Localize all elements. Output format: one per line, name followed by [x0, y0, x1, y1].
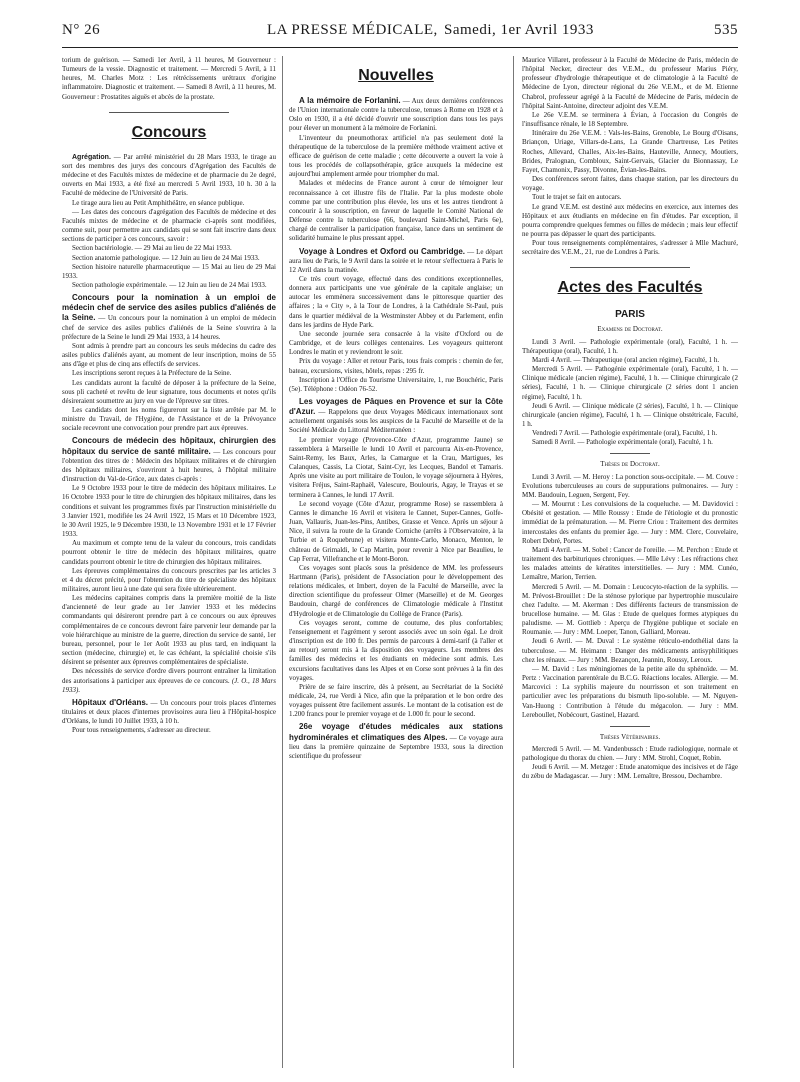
paragraph: Itinéraire du 26e V.E.M. : Vals-les-Bains, Grenoble, Le Bourg d'Oisans, Briançon, Uriage, Villars-de-Lans, La Grande Chartreuse, Les Petites Roches, Allevard, Challes, Aix-les-Bains, Hauteville, Annecy, Moutiers, Brides, Pralognan, Combloux, Saint-Gervais, Glacier du Bionnassay, Le Fayet, Chamonix, Passy, Divonne, Évian-les-Bains. — [522, 129, 738, 174]
paragraph: torium de guérison. — Samedi 1er Avril, à 11 heures, M Gouverneur : Tumeurs de la vessie. Diagnostic et traitement. — Mercredi 5 Avril, à 11 heures, M. Charles Motz : Les rétrécissements urétraux d'origine inflammatoire. Diagnostic et traitement. — Samedi 8 Avril, à 11 heures, M. Gouverneur : Prostatites aiguës et abcès de la prostate. — [62, 56, 276, 101]
paragraph: — Les dates des concours d'agrégation des Facultés de médecine et des Facultés mixtes de médecine et de pharmacie ci-après sont modifiées, comme suit, pour permettre aux candidats qui se sont fait inscrire dans deux sections de participer à ces concours, savoir : — [62, 207, 276, 244]
paragraph: L'inventeur du pneumothorax artificiel n'a pas seulement doté la thérapeutique de la tuberculose de la première méthode vraiment active et efficace de guérison de cette maladie ; cette découverte a ouvert la voie à tous les procédés de collapsothérapie, grâce auxquels la médecine est aujourd'hui amplement armée pour triompher du mal. — [289, 133, 503, 179]
paragraph: Section anatomie pathologique. — 12 Juin au lieu de 24 Mai 1933. — [72, 253, 260, 262]
column-left: torium de guérison. — Samedi 1er Avril, à 11 heures, M Gouverneur : Tumeurs de la vessie. Diagnostic et traitement. — Mercredi 5 Avril, à 11 heures, M. Charles Motz : Les rétrécissements urétraux d'origine inflammatoire. Diagnostic et traitement. — Samedi 8 Avril, à 11 heures, M. Gouverneur : Prostatites aiguës et abcès de la prostate. Concours Agrégation. — Par arrêté ministériel du 28 Mars 1933, le tirage au sort des membres des jurys des concours d'Agrégation des Facultés de médecine et des Facultés mixtes de médecine et de pharmacie du 2e degré, ouverts en Mai 1933, a été fixé au mercredi 5 Avril 1933, 10 h. 30 à la Faculté de médecine de l'Université de Paris. Le tirage aura lieu au Petit Amphithéâtre, en séance publique. — Les dates des concours d'agrégation des Facultés de médecine et des Facultés mixtes de médecine et de pharmacie ci-après sont modifiées, comme suit, pour permettre aux candidats qui se sont fait inscrire dans deux sections de participer à ces concours, savoir : Section bactériologie. — 29 Mai au lieu de 22 Mai 1933. Section anatomie pathologique. — 12 Juin au lieu de 24 Mai 1933. Section histoire naturelle pharmaceutique — 15 Mai au lieu de 29 Mai 1933. Section pathologie expérimentale. — 12 Juin au lieu de 24 Mai 1933. Concours pour la nomination à un emploi de médecin chef de service des asiles publics d'aliénés de la Seine. — Un concours pour la nomination à un emploi de médecin chef de service des asiles publics d'aliénés de la Seine s'ouvrira à la préfecture de la Seine le lundi 29 Mai 1933, à 14 heures. Sont admis à prendre part au concours les seuls médecins du cadre des asiles publics d'aliénés ayant, au moment de leur inscription, moins de 55 ans d'âge et plus de cinq ans effectifs de services. Les inscriptions seront reçues à la Préfecture de la Seine. Les candidats auront la faculté de déposer à la préfecture de la Seine, sous pli cacheté et revêtu de leur signature, tous documents et notes qu'ils désireraient soumettre au jury en vue de l'épreuve sur titres. Les candidats dont les noms figureront sur la liste arrêtée par M. le ministre du Travail, de l'Hygiène, de l'Assistance et de la Prévoyance sociale recevront une convocation pour prendre part aux épreuves. Concours de médecin des hôpitaux, chirurgien des hôpitaux du service de santé militaire. — Les concours pour l'obtention des titres de : Médecin des hôpitaux militaires et de chirurgien des hôpitaux militaires, s'ouvriront à huit heures, à l'hôpital militaire d'instruction du Val-de-Grâce, aux dates ci-après : Le 9 Octobre 1933 pour le titre de médecin des hôpitaux militaires. Le 16 Octobre 1933 pour le titre de chirurgien des hôpitaux militaires, dans les conditions et suivant les programmes fixés par l'instruction ministérielle du 3 Janvier 1921, modifiée les 24 Avril 1922, 15 Mars et 10 Décembre 1923, le 30 Avril 1925, le 9 Décembre 1930, le 13 Novembre 1931 et le 17 Février 1933. Au maximum et compte tenu de la valeur du concours, trois candidats pourront obtenir le titre de médecin des hôpitaux militaires, quatre candidats pourront obtenir le titre de chirurgien des hôpitaux militaires. Les épreuves complémentaires du concours prescrites par les articles 3 et 4 du décret précité, pour l'obtention du titre de spécialiste des hôpitaux militaires, auront lieu à une date qui sera fixée ultérieurement. Les médecins capitaines compris dans la première moitié de la liste d'ancienneté de leur grade au 1er Janvier 1933 et les médecins commandants qui désireront prendre part à ce concours ou aux épreuves complémentaires de ce concours devront faire parvenir leur demande par la voie hiérarchique au ministre de la guerre, direction du service de santé, 1er bureau, personnel, pour le 1er Août 1933 au plus tard, en indiquant la section (médecine, chirurgie) et, le cas échéant, la spécialité choisie s'ils désirent se présenter aux épreuves complémentaires de spécialiste. Des nécessités de service d'ordre divers pourront entraîner la limitation des autorisations à participer aux épreuves de ce concours. (J. O., 18 Mars 1933). Hôpitaux d'Orléans. — Un concours pour trois places d'internes titulaires et deux places d'internes provisoires aura lieu à l'Hôpital-hospice d'Orléans, le lundi 10 Juillet 1933, à 10 h. Pour tous renseignements, s'adresser au directeur. — [62, 56, 276, 735]
paragraph: Le grand V.E.M. est destiné aux médecins en exercice, aux internes des Hôpitaux et aux étudiants en médecine en fin d'études. Par exception, il pourra comprendre quelques femmes ou filles de médecin ; mais leur effectif ne pourra pas dépasser le quart des participants. — [522, 202, 738, 238]
paragraph: Des nécessités de service d'ordre divers pourront entraîner la limitation des autorisations à participer aux épreuves de ce concours. — [62, 667, 276, 685]
paragraph: Jeudi 6 Avril. — M. Metzger : Etude anatomique des incisives et de l'âge du zébu de Madagascar. — Jury : MM. Lemaître, Bressou, Dechambre. — [522, 763, 738, 781]
section-rule — [610, 726, 650, 727]
paragraph: Sont admis à prendre part au concours les seuls médecins du cadre des asiles publics d'aliénés ayant, au moment de leur inscription, moins de 55 ans d'âge et plus de cinq ans effectifs de services. — [62, 341, 276, 369]
paragraph: Le premier voyage (Provence-Côte d'Azur, programme Jaune) se rassemblera à Marseille le lundi 10 Avril et parcourra Aix-en-Provence, Saint-Remy, les Baux, Arles, la Camargue et la Crau, Martigues, les Calanques, Cassis, La Ciotat, Saint-Cyr, les Lecques, Bandol et Tamaris. Après une visite au port militaire de Toulon, le voyage séjournera à Hyères, visitera Fréjus, Saint-Raphaël, Valescure, Boulouris, Agay, le Trayas et se terminera à Cannes, le lundi 17 Avril. — [289, 435, 503, 499]
issue-number: N° 26 — [62, 22, 101, 38]
issue-date: Samedi, 1er Avril 1933 — [444, 22, 594, 38]
paragraph: Au maximum et compte tenu de la valeur du concours, trois candidats pourront obtenir le titre de médecin des hôpitaux militaires, quatre candidats pourront obtenir le titre de chirurgien des hôpitaux militaires. — [62, 539, 276, 566]
paragraph: Le tirage aura lieu au Petit Amphithéâtre, en séance publique. — [72, 198, 245, 207]
paragraph: Lundi 3 Avril. — M. Heroy : La ponction sous-occipitale. — M. Couve : Evolutions tuberculeuses au cours de suppurations pulmonaires. — Jury : MM. Baudouin, Leguen, Sergent, Fey. — [522, 472, 738, 499]
paragraph: Mercredi 5 Avril. — M. Domain : Leucocyto-réaction de la syphilis. — M. Prévost-Brouillet : De la sténose pylorique par hypertrophie musculaire chez l'adulte. — M. Akerman : Des différents facteurs de transmission de brucellose humaine. — M. Glas : Etude de quelques formes atypiques du paludisme. — M. Gottlieb : Aperçu de l'hygiène publique et sociale en Roumanie. — Jury : MM. Loeper, Tanon, Galliard, Moreau. — [522, 582, 738, 637]
paragraph: Pour tous renseignements complémentaires, s'adresser à Mlle Machuré, secrétaire des V.E.M., 21, rue de Londres à Paris. — [522, 239, 738, 257]
paragraph: Le 9 Octobre 1933 pour le titre de médecin des hôpitaux militaires. Le 16 Octobre 1933 pour le titre de chirurgien des hôpitaux militaires, dans les conditions et suivant les programmes fixés par l'instruction ministérielle du 3 Janvier 1921, modifiée les 24 Avril 1922, 15 Mars et 10 Décembre 1923, le 30 Avril 1925, le 9 Décembre 1930, le 13 Novembre 1931 et le 17 Février 1933. — [62, 484, 276, 539]
paragraph: — M. Mourrut : Les convulsions de la coqueluche. — M. Davidovici : Obésité et gestation. — Mlle Roussy : Etude de l'étiologie et du pronostic immédiat de la prématuration. — M. Pierre Criou : Traitement des dermites intercostales des enfants du premier âge. — Jury : MM. Clerc, Couvelaire, Robert Debré, Portes. — [522, 500, 738, 545]
journal-title: LA PRESSE MÉDICALE, — [267, 22, 438, 38]
subhead: Hôpitaux d'Orléans. — [72, 697, 148, 707]
header-rule — [62, 47, 738, 48]
paragraph: Lundi 3 Avril. — Pathologie expérimentale (oral), Faculté, 1 h. — Thérapeutique (oral), Faculté, 1 h. — [522, 337, 738, 355]
reference: (J. O., 18 Mars 1933). — [62, 676, 276, 694]
paragraph: — M. David : Les méningiomes de la petite aile du sphénoïde. — M. Pertz : Vaccination parentérale du B.C.G. Réactions locales. Allergie. — M. Marcovici : La syphilis majeure du nourrisson et son traitement en particulier avec les préparations du bismuth lipo-soluble. — M. Nguyen-Van-Huong : Contribution à l'étude du mégacolon. — Jury : MM. Lereboullet, Nobécourt, Gastinel, Hazard. — [522, 664, 738, 719]
subsection-heading: Thèses Vétérinaires. — [599, 732, 661, 741]
paragraph: Maurice Villaret, professeur à la Faculté de Médecine de Paris, médecin de l'hôpital Necker, directeur des V.E.M., du professeur Marius Piéry, professeur d'hydrologie thérapeutique et de climatologie à la Faculté de Médecine de Lyon, directeur régional du 26e V.E.M., et de M. Etienne Chabrol, professeur agrégé à la Faculté de Médecine de Paris, médecin de l'hôpital Saint-Antoine, directeur adjoint des V.E.M. — [522, 56, 738, 110]
subhead: Agrégation. — [72, 153, 111, 161]
paragraph: Inscription à l'Office du Tourisme Universitaire, 1, rue Bouchéric, Paris (5e). Téléphone : Odéon 76-52. — [289, 375, 503, 393]
paragraph: Les médecins capitaines compris dans la première moitié de la liste d'ancienneté de leur grade au 1er Janvier 1933 et les médecins commandants qui désireront prendre part à ce concours ou aux épreuves complémentaires de ce concours devront faire parvenir leur demande par la voie hiérarchique au ministre de la guerre, direction du service de santé, 1er bureau, personnel, pour le 1er Août 1933 au plus tard, en indiquant la section (médecine, chirurgie) et, le cas échéant, la spécialité choisie s'ils désirent se présenter aux épreuves complémentaires de spécialiste. — [62, 594, 276, 667]
city-heading: PARIS — [615, 309, 645, 321]
paragraph: Mercredi 5 Avril. — Pathogénie expérimentale (oral), Faculté, 1 h. — Clinique médicale (ancien régime), Faculté, 1 h. — Clinique chirurgicale (2 séries), Faculté, 1 h. — Clinique chirurgicale (2 séries dont 1 ancien régime), Faculté, 1 h. — [522, 365, 738, 401]
section-title-actes: Actes des Facultés — [557, 279, 703, 297]
section-title-concours: Concours — [131, 123, 207, 141]
column-divider — [513, 56, 514, 1068]
paragraph: Les candidats dont les noms figureront sur la liste arrêtée par M. le ministre du Travail, de l'Hygiène, de l'Assistance et de la Prévoyance sociale recevront une convocation pour prendre part aux épreuves. — [62, 406, 276, 433]
section-title-nouvelles: Nouvelles — [358, 67, 434, 84]
paragraph: Section bactériologie. — 29 Mai au lieu de 22 Mai 1933. — [72, 244, 232, 253]
subhead: Concours de médecin des hôpitaux, chirurgien des hôpitaux du service de santé militaire. — [62, 436, 276, 456]
column-middle: Nouvelles A la mémoire de Forlanini. — Aux deux dernières conférences de l'Union internationale contre la tuberculose, tenues à Rome en 1928 et à Oslo en 1930, il a été décidé d'ouvrir une souscription dans tous les pays pour élever un monument à la mémoire de Forlanini. L'inventeur du pneumothorax artificiel n'a pas seulement doté la thérapeutique de la tuberculose de la première méthode vraiment active et efficace de guérison de cette maladie ; cette découverte a ouvert la voie à tous les procédés de collapsothérapie, grâce auxquels la médecine est aujourd'hui amplement armée pour triompher du mal. Malades et médecins de France auront à cœur de témoigner leur reconnaissance à cet illustre fils de l'Italie. Par la plus modeste obole comme par une contribution plus élevée, les uns et les autres tiendront à concourir à la souscription, en faveur de laquelle le Comité National de Défense contre la tuberculose (66, boulevard Saint-Michel, Paris 6e), chargé de centraliser la participation française, lance dans un sentiment de solidarité humaine le plus pressant appel. Voyage à Londres et Oxford ou Cambridge. — Le départ aura lieu de Paris, le 9 Avril dans la soirée et le retour s'effectuera à Paris le 12 Avril dans la matinée. Ce très court voyage, effectué dans des conditions exceptionnelles, donnera aux participants une vue générale de la capitale anglaise; un autocar les emmènera successivement dans le pittoresque quartier des affaires ; la « City », à la Tour de Londres, à la Cathédrale St-Paul, puis dans le quartier médiéval de la Westminster Abbey et du Parlement, enfin dans les jardins de Hyde Park. Une seconde journée sera consacrée à la visite d'Oxford ou de Cambridge, et de leurs collèges centenaires. Les voyageurs quitteront Londres le matin et y reviendront le soir. Prix du voyage : Aller et retour Paris, tous frais compris : chemin de fer, bateau, excursions, visites, hôtels, repas : 295 fr. Inscription à l'Office du Tourisme Universitaire, 1, rue Bouchéric, Paris (5e). Téléphone : Odéon 76-52. Les voyages de Pâques en Provence et sur la Côte d'Azur. — Rappelons que deux Voyages Médicaux internationaux sont actuellement organisés sous les auspices de la Faculté de Marseille et de la Société Médicale du Littoral Méditerranéen : Le premier voyage (Provence-Côte d'Azur, programme Jaune) se rassemblera à Marseille le lundi 10 Avril et parcourra Aix-en-Provence, Saint-Remy, les Baux, Arles, la Camargue et la Crau, Martigues, les Calanques, Cassis, La Ciotat, Saint-Cyr, les Lecques, Bandol et Tamaris. Après une visite au port militaire de Toulon, le voyage séjournera à Hyères, visitera Fréjus, Saint-Raphaël, Valescure, Boulouris, Agay, le Trayas et se terminera à Cannes, le lundi 17 Avril. Le second voyage (Côte d'Azur, programme Rose) se rassemblera à Cannes le dimanche 16 Avril et visitera le Cannet, Super-Cannes, Golfe-Juan, Vallauris, Juan-les-Pins, Antibes, Grasse et Vence. Après un séjour à Nice, il suivra la route de la Grande Corniche (arrêts à l'Observatoire, à la Turbie et à Roquebrune) et visitera Monte-Carlo, Monaco, Menton, le château de Grimaldi, le Cap Martin, pour revenir à Nice par Beaulieu, le Cap Ferrat, Villefranche et le Mont-Boron. Ces voyages sont placés sous la présidence de MM. les professeurs Hartmann (Paris), président de l'Association pour le développement des relations médicales, et Imbert, doyen de la Faculté de Marseille, avec la direction scientifique du professeur Olmer (Marseille) et de M. Georges Baudouin, chargé de conférences de Climatologie médicale à l'Institut d'Hydrologie et de Climatologie du Collège de France (Paris). Ces voyages seront, comme de coutume, des plus confortables; l'enseignement et l'agrément y seront associés avec un soin égal. Le droit d'inscription est de 100 fr. Des permis de parcours à demi-tarif (à l'aller et au retour) seront mis à la disposition des voyageurs. Les membres des familles des médecins et les étudiants en médecine sont admis. Les excursions facultatives dans les Alpes et en Corse sont prévues à la fin des voyages. Prière de se faire inscrire, dès à présent, au Secrétariat de la Société médicale, 24, rue Verdi à Nice, afin que la préparation et le bon ordre des voyages puissent être facilement assurés. Le montant de la cotisation est de 1.200 francs pour le premier voyage et de 1.000 fr. pour le second. 26e voyage d'études médicales aux stations hydrominérales et climatiques des Alpes. — Ce voyage aura lieu dans la première quinzaine de Septembre 1933, sous la direction scientifique du professeur — [289, 67, 503, 760]
section-rule — [570, 267, 690, 268]
paragraph: Malades et médecins de France auront à cœur de témoigner leur reconnaissance à cet illustre fils de l'Italie. Par la plus modeste obole comme par une contribution plus élevée, les uns et les autres tiendront à concourir à la souscription, en faveur de laquelle le Comité National de Défense contre la tuberculose (66, boulevard Saint-Michel, Paris 6e), chargé de centraliser la participation française, lance dans un sentiment de solidarité humaine le plus pressant appel. — [289, 179, 503, 243]
column-right — [522, 56, 738, 1071]
paragraph: Vendredi 7 Avril. — Pathologie expérimentale (oral), Faculté, 1 h. — [532, 429, 718, 438]
subhead: Concours pour la nomination à un emploi de médecin chef de service des asiles publics d'aliénés de la Seine. — [62, 293, 276, 323]
page-header — [62, 22, 738, 44]
paragraph: Une seconde journée sera consacrée à la visite d'Oxford ou de Cambridge, et de leurs collèges centenaires. Les voyageurs quitteront Londres le matin et y reviendront le soir. — [289, 329, 503, 357]
paragraph: Les inscriptions seront reçues à la Préfecture de la Seine. — [72, 369, 232, 378]
subhead: A la mémoire de Forlanini. — [299, 96, 401, 105]
paragraph: Les épreuves complémentaires du concours prescrites par les articles 3 et 4 du décret précité, pour l'obtention du titre de spécialiste des hôpitaux militaires, auront lieu à une date qui sera fixée ultérieurement. — [62, 566, 276, 593]
subsection-heading: Examens de Doctorat. — [597, 325, 663, 334]
paragraph: Jeudi 6 Avril. — M. Duval : Le système réticulo-endothélial dans la tuberculose. — M. Heimann : Danger des médicaments antisyphilitiques chez les rénaux. — Jury : MM. Bezançon, Jeannin, Roussy, Leroux. — [522, 637, 738, 664]
section-rule — [109, 112, 229, 113]
paragraph: Les candidats auront la faculté de déposer à la préfecture de la Seine, sous pli cacheté et revêtu de leur signature, tous documents et notes qu'ils désireraient soumettre au jury en vue de l'épreuve sur titres. — [62, 378, 276, 405]
subsection-heading: Thèses de Doctorat. — [600, 460, 660, 469]
paragraph: Ces voyages seront, comme de coutume, des plus confortables; l'enseignement et l'agrément y seront associés avec un soin égal. Le droit d'inscription est de 100 fr. Des permis de parcours à demi-tarif (à l'aller et au retour) seront mis à la disposition des voyageurs. Les membres des familles des médecins et les étudiants en médecine sont admis. Les excursions facultatives dans les Alpes et en Corse sont prévues à la fin des voyages. — [289, 618, 503, 682]
section-rule — [610, 453, 650, 454]
paragraph: Samedi 8 Avril. — Pathologie expérimentale (oral), Faculté, 1 h. — [532, 438, 713, 447]
paragraph: Prix du voyage : Aller et retour Paris, tous frais compris : chemin de fer, bateau, excursions, visites, hôtels, repas : 295 fr. — [289, 357, 503, 375]
paragraph: Prière de se faire inscrire, dès à présent, au Secrétariat de la Société médicale, 24, rue Verdi à Nice, afin que la préparation et le bon ordre des voyages puissent être facilement assurés. Le montant de la cotisation est de 1.200 francs pour le premier voyage et de 1.000 fr. pour le second. — [289, 682, 503, 719]
paragraph: Mercredi 5 Avril. — M. Vandenbussch : Etude radiologique, normale et pathologique du thorax du chien. — Jury : MM. Strohl, Coquet, Robin. — [522, 745, 738, 763]
paragraph: Tout le trajet se fait en autocars. — [532, 193, 622, 202]
paragraph: Ces voyages sont placés sous la présidence de MM. les professeurs Hartmann (Paris), président de l'Association pour le développement des relations médicales, et Imbert, doyen de la Faculté de Marseille, avec la direction scientifique du professeur Olmer (Marseille) et de M. Georges Baudouin, chargé de conférences de Climatologie médicale à l'Institut d'Hydrologie et de Climatologie du Collège de France (Paris). — [289, 563, 503, 618]
page-number: 535 — [714, 22, 738, 38]
paragraph: Le 26e V.E.M. se terminera à Évian, à l'occasion du Congrès de l'insuffisance rénale, le 18 Septembre. — [522, 110, 738, 129]
paragraph: Jeudi 6 Avril. — Clinique médicale (2 séries), Faculté, 1 h. — Clinique chirurgicale (ancien régime), Faculté, 1 h. — Clinique obstétricale, Faculté, 1 h. — [522, 401, 738, 428]
paragraph: Des conférences seront faites, dans chaque station, par les directeurs du voyage. — [522, 175, 738, 193]
column-divider — [282, 56, 283, 1068]
paragraph: Ce très court voyage, effectué dans des conditions exceptionnelles, donnera aux participants une vue générale de la capitale anglaise; un autocar les emmènera successivement dans le pittoresque quartier des affaires ; la « City », à la Tour de Londres, à la Cathédrale St-Paul, puis dans le quartier médiéval de la Westminster Abbey et du Parlement, enfin dans les jardins de Hyde Park. — [289, 274, 503, 329]
paragraph: Le second voyage (Côte d'Azur, programme Rose) se rassemblera à Cannes le dimanche 16 Avril et visitera le Cannet, Super-Cannes, Golfe-Juan, Vallauris, Juan-les-Pins, Antibes, Grasse et Vence. Après un séjour à Nice, il suivra la route de la Grande Corniche (arrêts à l'Observatoire, à la Turbie et à Roquebrune) et visitera Monte-Carlo, Monaco, Menton, le château de Grimaldi, le Cap Martin, pour revenir à Nice par Beaulieu, le Cap Ferrat, Villefranche et le Mont-Boron. — [289, 499, 503, 563]
paragraph: Mardi 4 Avril. — M. Sobel : Cancer de l'oreille. — M. Perchon : Etude et traitement des barbituriques chroniques. — Mlle Lévy : Les réfractions chez les malades atteints de kératites interstitielles. — Jury : MM. Cunéo, Lemaître, Marion, Terrien. — [522, 545, 738, 582]
subhead: Voyage à Londres et Oxford ou Cambridge. — [299, 246, 466, 256]
paragraph: Mardi 4 Avril. — Thérapeutique (oral ancien régime), Faculté, 1 h. — [532, 355, 720, 364]
subhead: 26e voyage d'études médicales aux stations hydrominérales et climatiques des Alpes. — [289, 722, 503, 742]
paragraph: Pour tous renseignements, s'adresser au directeur. — [72, 726, 211, 735]
subhead: Les voyages de Pâques en Provence et sur la Côte d'Azur. — [289, 397, 503, 417]
paragraph: Section histoire naturelle pharmaceutique — 15 Mai au lieu de 29 Mai 1933. — [62, 262, 276, 280]
paragraph: Section pathologie expérimentale. — 12 Juin au lieu de 24 Mai 1933. — [72, 280, 267, 289]
